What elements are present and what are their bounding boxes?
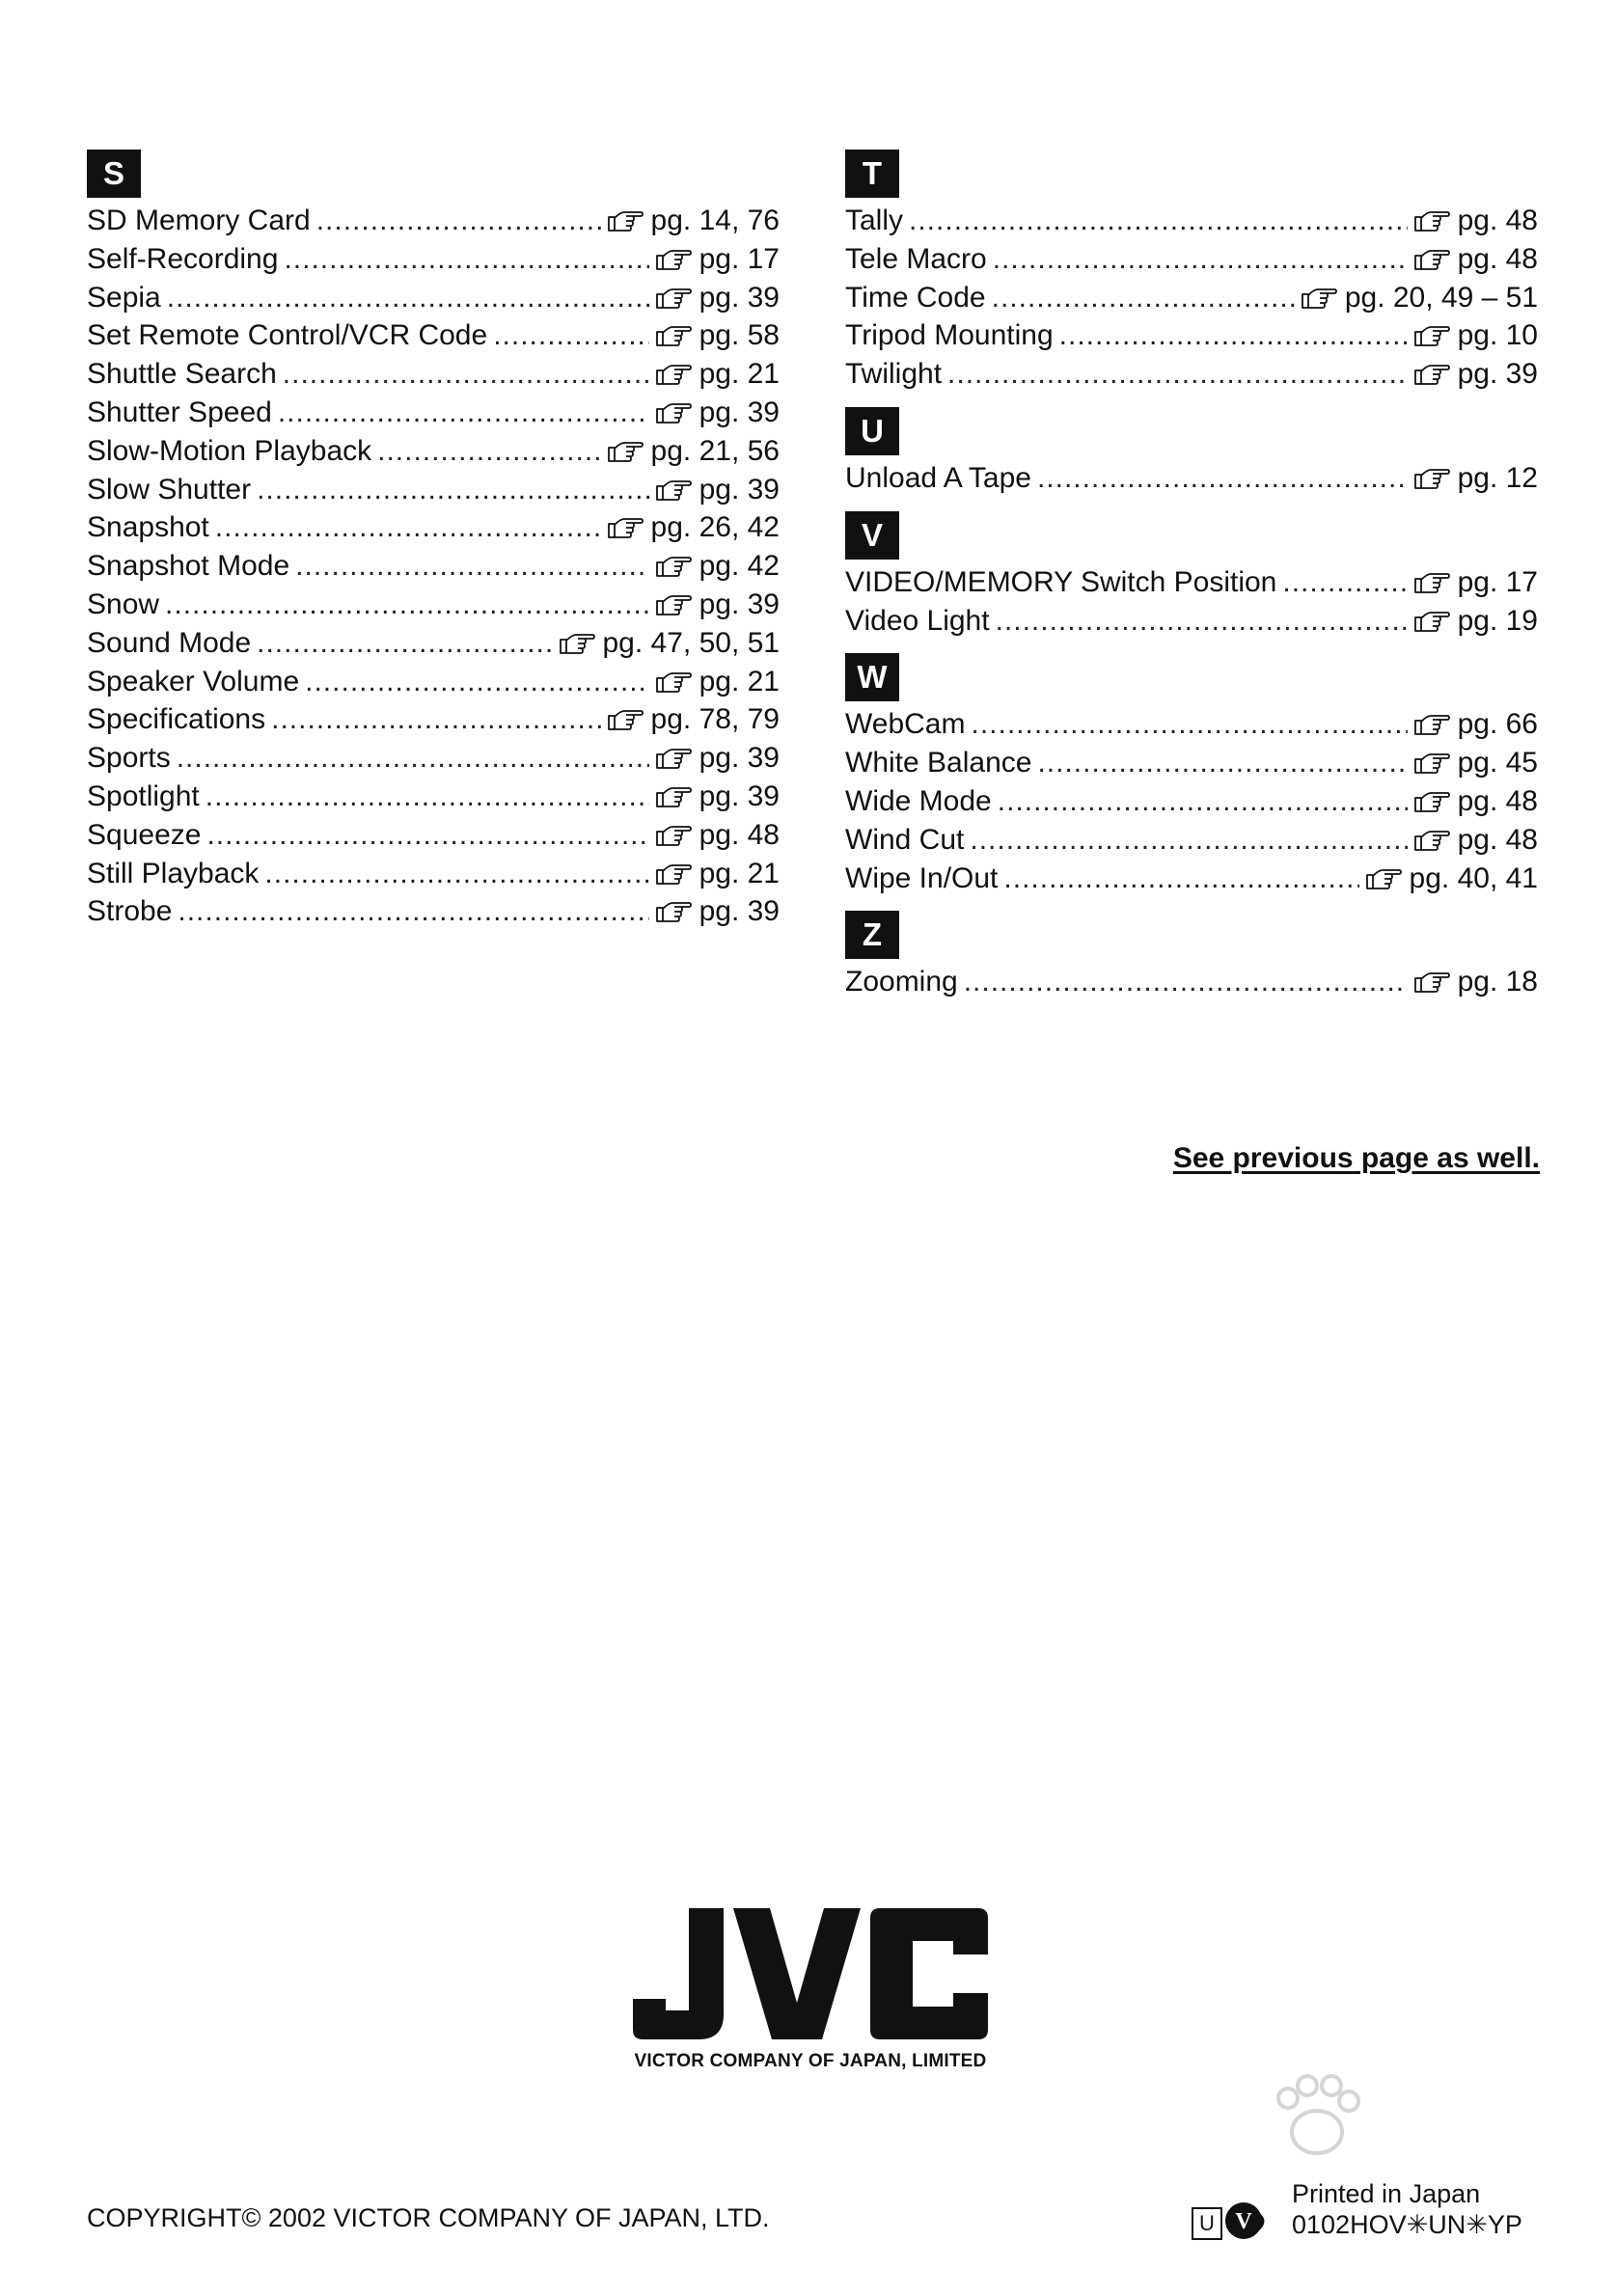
entry-label: Spotlight — [87, 779, 200, 812]
pointing-hand-icon — [1301, 287, 1337, 310]
entry-label: Slow-Motion Playback — [87, 434, 372, 467]
index-entry — [87, 663, 780, 701]
entry-page-ref: pg. 21 — [699, 857, 780, 889]
pointing-hand-icon — [655, 324, 692, 347]
entry-page-ref: pg. 14, 76 — [650, 205, 780, 236]
index-entry — [845, 860, 1538, 898]
dot-leader — [377, 432, 600, 471]
entry-label: White Balance — [845, 747, 1032, 779]
entry-page-ref: pg. 66 — [1457, 708, 1538, 741]
index-entry — [87, 855, 780, 893]
entry-label: Sports — [87, 742, 171, 775]
index-entry — [87, 316, 780, 355]
svg-text:V: V — [1235, 2209, 1252, 2234]
pointing-hand-icon — [655, 862, 692, 886]
entry-page-ref: pg. 21 — [699, 358, 780, 391]
entry-label: Shutter Speed — [87, 396, 272, 428]
section-letter-header: T — [845, 150, 899, 198]
entry-label: SD Memory Card — [87, 205, 311, 236]
pointing-hand-icon — [655, 785, 692, 808]
pointing-hand-icon — [1413, 324, 1450, 347]
entry-label: Wipe In/Out — [845, 861, 999, 894]
entry-label: Twilight — [845, 358, 943, 391]
index-entry — [845, 705, 1538, 744]
index-entry — [845, 355, 1538, 394]
pointing-hand-icon — [1413, 248, 1450, 271]
index-entry — [87, 508, 780, 547]
entry-label: Still Playback — [87, 857, 260, 889]
index-entry — [845, 602, 1538, 641]
section-letter-header: Z — [845, 911, 899, 959]
entry-label: Squeeze — [87, 818, 202, 851]
dot-leader — [996, 602, 1408, 641]
index-entry — [845, 316, 1538, 355]
index-entry — [845, 459, 1538, 498]
index-entry — [87, 892, 780, 931]
dot-leader — [493, 316, 648, 355]
jvc-logo — [633, 1900, 988, 2072]
company-name: VICTOR COMPANY OF JAPAN, LIMITED — [634, 2051, 987, 2071]
pointing-hand-icon — [655, 900, 692, 923]
dot-leader — [1003, 860, 1358, 898]
entry-page-ref: pg. 21, 56 — [650, 434, 780, 467]
dot-leader — [264, 855, 648, 893]
index-entry — [87, 816, 780, 855]
entry-page-ref: pg. 58 — [699, 319, 780, 352]
entry-page-ref: pg. 40, 41 — [1409, 861, 1538, 894]
entry-label: Snapshot — [87, 511, 209, 544]
copyright-text: COPYRIGHT© 2002 VICTOR COMPANY OF JAPAN, LTD. — [87, 2203, 770, 2232]
entry-page-ref: pg. 48 — [699, 818, 780, 851]
dot-leader — [1282, 563, 1407, 602]
entry-label: Set Remote Control/VCR Code — [87, 319, 488, 352]
entry-page-ref: pg. 39 — [699, 473, 780, 506]
index-entry — [87, 432, 780, 471]
index-section-u — [845, 407, 1538, 498]
entry-label: VIDEO/MEMORY Switch Position — [845, 565, 1277, 598]
pointing-hand-icon — [1413, 829, 1450, 852]
section-letter-header: V — [845, 511, 899, 560]
pointing-hand-icon — [559, 632, 595, 655]
dot-leader — [993, 240, 1408, 279]
pointing-hand-icon — [1413, 970, 1450, 994]
entry-page-ref: pg. 45 — [1457, 747, 1538, 779]
dot-leader — [206, 816, 648, 855]
entry-label: Slow Shutter — [87, 473, 252, 506]
dot-leader — [283, 355, 649, 394]
entry-page-ref: pg. 39 — [1457, 358, 1538, 391]
section-letter-header: U — [845, 407, 899, 455]
index-left-column — [87, 150, 780, 931]
index-entry — [87, 471, 780, 509]
entry-page-ref: pg. 26, 42 — [650, 511, 780, 544]
pointing-hand-icon — [1365, 867, 1402, 890]
dot-leader — [177, 739, 649, 778]
pointing-hand-icon — [1413, 713, 1450, 736]
dot-leader — [998, 782, 1408, 821]
entry-label: Snow — [87, 588, 160, 620]
dot-leader — [316, 202, 601, 240]
index-entry — [845, 963, 1538, 1001]
pointing-hand-icon — [1413, 610, 1450, 633]
dot-leader — [271, 700, 600, 739]
index-section-z — [845, 911, 1538, 1001]
index-entry — [87, 700, 780, 739]
index-section-v — [845, 511, 1538, 641]
dot-leader — [992, 279, 1295, 317]
entry-label: Wind Cut — [845, 823, 965, 856]
entry-page-ref: pg. 39 — [699, 742, 780, 775]
index-entry — [845, 563, 1538, 602]
entry-label: Unload A Tape — [845, 461, 1031, 494]
entry-page-ref: pg. 39 — [699, 779, 780, 812]
pointing-hand-icon — [655, 287, 692, 310]
entry-page-ref: pg. 39 — [699, 895, 780, 928]
printed-in — [1292, 2178, 1522, 2240]
dot-leader — [165, 586, 649, 624]
entry-label: Tally — [845, 205, 904, 236]
dot-leader — [278, 394, 649, 432]
entry-label: Self-Recording — [87, 242, 279, 275]
pointing-hand-icon — [1413, 467, 1450, 490]
dot-leader — [1037, 744, 1407, 782]
entry-page-ref: pg. 19 — [1457, 604, 1538, 637]
entry-label: Snapshot Mode — [87, 550, 290, 583]
pointing-hand-icon — [655, 478, 692, 502]
entry-label: Wide Mode — [845, 784, 992, 817]
pointing-hand-icon — [655, 593, 692, 616]
dot-leader — [167, 279, 649, 317]
dot-leader — [947, 355, 1408, 394]
pointing-hand-icon — [655, 555, 692, 578]
entry-page-ref: pg. 48 — [1457, 823, 1538, 856]
entry-label: Zooming — [845, 966, 958, 998]
index-entry — [87, 279, 780, 317]
index-section-w — [845, 653, 1538, 897]
dot-leader — [909, 202, 1408, 240]
entry-page-ref: pg. 21 — [699, 665, 780, 697]
entry-page-ref: pg. 39 — [699, 396, 780, 428]
u-mark: U — [1192, 2207, 1222, 2240]
pointing-hand-icon — [655, 401, 692, 424]
entry-label: Time Code — [845, 281, 986, 314]
pointing-hand-icon — [1413, 571, 1450, 594]
index-entry — [87, 202, 780, 240]
entry-label: Specifications — [87, 703, 266, 736]
dot-leader — [305, 663, 648, 701]
dot-leader — [257, 471, 648, 509]
dot-leader — [215, 508, 601, 547]
pointing-hand-icon — [1413, 209, 1450, 232]
index-entry — [87, 586, 780, 624]
entry-label: Strobe — [87, 895, 173, 928]
index-entry — [87, 240, 780, 279]
baidu-watermark — [1148, 2064, 1534, 2180]
index-entry — [845, 782, 1538, 821]
index-right-column — [845, 150, 1538, 1001]
pointing-hand-icon — [607, 440, 644, 463]
index-entry — [87, 778, 780, 816]
entry-page-ref: pg. 78, 79 — [650, 703, 780, 736]
dot-leader — [1037, 459, 1408, 498]
printed-location: Printed in Japan — [1292, 2179, 1481, 2208]
pointing-hand-icon — [655, 363, 692, 386]
print-info — [1190, 2171, 1537, 2248]
index-entry — [87, 547, 780, 586]
entry-page-ref: pg. 48 — [1457, 242, 1538, 275]
dot-leader — [1059, 316, 1408, 355]
entry-label: Sound Mode — [87, 626, 252, 659]
dot-leader — [971, 705, 1407, 744]
dot-leader — [284, 240, 648, 279]
see-previous-note: See previous page as well. — [1172, 1142, 1540, 1174]
dot-leader — [206, 778, 649, 816]
index-entry — [845, 744, 1538, 782]
index-entry — [87, 355, 780, 394]
entry-page-ref: pg. 48 — [1457, 784, 1538, 817]
print-code: 0102HOV✳UN✳YP — [1292, 2210, 1522, 2239]
pointing-hand-icon — [655, 824, 692, 847]
entry-label: WebCam — [845, 708, 966, 741]
pointing-hand-icon — [655, 248, 692, 271]
index-entry — [845, 202, 1538, 240]
section-letter-header: S — [87, 150, 141, 198]
entry-label: Tele Macro — [845, 242, 987, 275]
pointing-hand-icon — [607, 708, 644, 731]
pointing-hand-icon — [655, 670, 692, 694]
pointing-hand-icon — [607, 209, 644, 232]
v-circle-icon — [1224, 2200, 1282, 2247]
index-section-s — [87, 150, 780, 931]
entry-label: Shuttle Search — [87, 358, 277, 391]
entry-page-ref: pg. 17 — [699, 242, 780, 275]
entry-page-ref: pg. 47, 50, 51 — [602, 626, 780, 659]
entry-label: Sepia — [87, 281, 161, 314]
dot-leader — [178, 892, 648, 931]
entry-page-ref: pg. 18 — [1457, 966, 1538, 998]
entry-label: Speaker Volume — [87, 665, 300, 697]
index-entry — [845, 821, 1538, 860]
entry-page-ref: pg. 10 — [1457, 319, 1538, 352]
index-entry — [87, 739, 780, 778]
dot-leader — [970, 821, 1407, 860]
pointing-hand-icon — [655, 747, 692, 770]
index-entry — [845, 240, 1538, 279]
pointing-hand-icon — [1413, 790, 1450, 813]
entry-label: Tripod Mounting — [845, 319, 1054, 352]
entry-page-ref: pg. 17 — [1457, 565, 1538, 598]
pointing-hand-icon — [607, 516, 644, 539]
index-entry — [87, 394, 780, 432]
entry-page-ref: pg. 48 — [1457, 205, 1538, 236]
dot-leader — [964, 963, 1408, 1001]
jvc-logo-mark — [633, 1900, 988, 2045]
index-entry — [845, 279, 1538, 317]
pointing-hand-icon — [1413, 752, 1450, 775]
entry-page-ref: pg. 39 — [699, 588, 780, 620]
entry-page-ref: pg. 20, 49 – 51 — [1344, 281, 1538, 314]
index-entry — [87, 624, 780, 663]
entry-label: Video Light — [845, 604, 990, 637]
dot-leader — [257, 624, 552, 663]
dot-leader — [295, 547, 648, 586]
index-section-t — [845, 150, 1538, 394]
entry-page-ref: pg. 42 — [699, 550, 780, 583]
section-letter-header: W — [845, 653, 899, 701]
entry-page-ref: pg. 12 — [1457, 461, 1538, 494]
entry-page-ref: pg. 39 — [699, 281, 780, 314]
pointing-hand-icon — [1413, 363, 1450, 386]
